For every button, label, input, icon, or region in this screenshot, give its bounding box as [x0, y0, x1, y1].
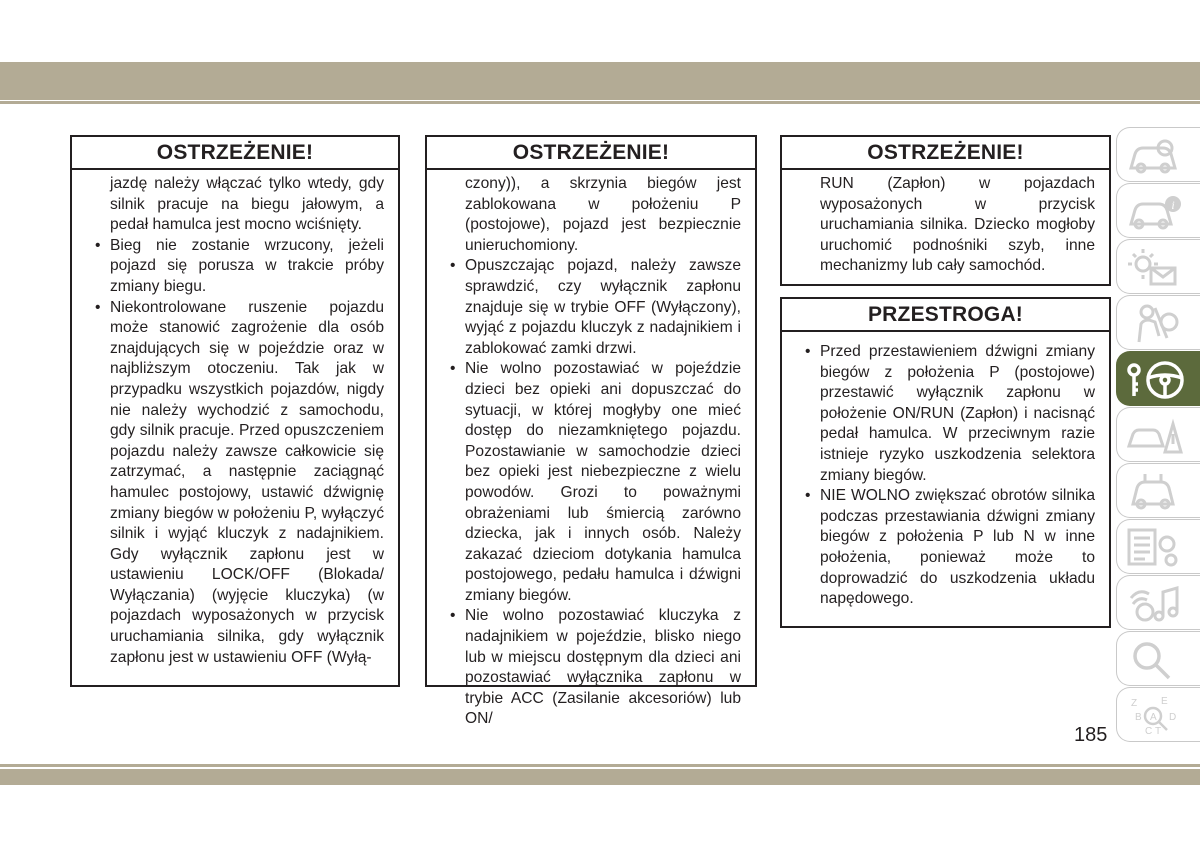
car-service-icon	[1125, 470, 1185, 514]
tab-multimedia[interactable]	[1116, 575, 1200, 630]
car-dashboard-icon	[1125, 134, 1185, 178]
svg-text:B: B	[1135, 712, 1142, 723]
tab-emergency[interactable]	[1116, 407, 1200, 462]
list-item: • Przed przestawieniem dźwigni zmiany biegów z położenia P (postojowe) przestawić wyłącznik zapłonu w położenie ON/RUN (Zapłon) i nacisnąć pedał hamulca. W przeciwnym razie istnieje ryzyko uszkodzenia selektora zmiany biegów.	[805, 343, 1095, 484]
warning-continuation: czony)), a skrzynia biegów jest zablokowana w położeniu P (postojowe), pojazd jest bezpiecznie unieruchomiony.	[465, 175, 741, 254]
svg-text:A: A	[1150, 712, 1157, 723]
multimedia-icon	[1125, 582, 1185, 626]
bottom-band	[0, 769, 1200, 785]
tab-starting-driving[interactable]	[1116, 351, 1200, 406]
list-item: • Niekontrolowane ruszenie pojazdu może stanowić zagrożenie dla osób znajdujących się w pojeździe oraz w najbliższym otoczeniu. Tak jak w przypadku wszystkich pojazdów, nigdy nie należy wychodzić z samochodu, gdy silnik pracuje. Przed opuszczeniem pojazdu należy zawsze całkowicie się zatrzymać, a następnie zaciągnąć hamulec postojowy, ustawić dźwignię zmiany biegów w położeniu P, wyłączyć silnik i wyjąć kluczyk z nadajnikiem. Gdy wyłącznik zapłonu jest w ustawieniu LOCK/OFF (Blokada/ Wyłączania) (wyjęcie kluczyka) (w pojazdach wyposażonych w przycisk uruchamiania silnika, gdy wyłącznik zapłonu jest w ustawieniu OFF (Wyłą-	[95, 298, 384, 666]
bottom-band-line	[0, 764, 1200, 767]
steering-wheel-key-icon	[1125, 358, 1193, 402]
car-info-icon	[1125, 190, 1185, 234]
list-item: • Bieg nie zostanie wrzucony, jeżeli pojazd się porusza w trakcie próby zmiany biegu.	[95, 236, 384, 295]
tab-warning-lights[interactable]	[1116, 239, 1200, 294]
tab-alphabetical-index[interactable]	[1116, 687, 1200, 742]
safety-airbag-icon	[1125, 302, 1185, 346]
top-band	[0, 62, 1200, 100]
tab-servicing[interactable]	[1116, 463, 1200, 518]
tab-car-info[interactable]	[1116, 183, 1200, 238]
specifications-gears-icon	[1125, 526, 1185, 570]
warning-title: OSTRZEŻENIE!	[782, 137, 1109, 170]
roadside-emergency-icon	[1125, 414, 1185, 458]
svg-text:i: i	[1171, 198, 1175, 212]
warning-continuation: RUN (Zapłon) w pojazdach wyposażonych w przycisk uruchamiania silnika. Dziecko mogłoby uruchomić podnośniki szyb, inne mechanizmy lub cały samochód.	[820, 175, 1095, 275]
warning-continuation: jazdę należy włączać tylko wtedy, gdy silnik pracuje na biegu jałowym, a pedał hamulca jest mocno wciśnięty.	[110, 175, 384, 234]
warning-title: OSTRZEŻENIE!	[427, 137, 755, 170]
list-item: • Opuszczając pojazd, należy zawsze sprawdzić, czy wyłącznik zapłonu znajduje się w trybie OFF (Wyłączony), wyjąć z pojazdu kluczyk z nadajnikiem i zablokować zamki drzwi.	[450, 257, 741, 357]
warning-title: OSTRZEŻENIE!	[72, 137, 398, 170]
tab-search[interactable]	[1116, 631, 1200, 686]
tab-safety[interactable]	[1116, 295, 1200, 350]
caution-title: PRZESTROGA!	[782, 299, 1109, 332]
warning-lights-messages-icon	[1125, 246, 1185, 290]
warning-box-2	[425, 135, 757, 728]
tab-car-dashboard[interactable]	[1116, 127, 1200, 182]
page-number: 185	[1074, 724, 1108, 746]
svg-text:E: E	[1161, 696, 1168, 707]
svg-text:D: D	[1169, 712, 1177, 723]
warning-box-3	[780, 135, 1111, 286]
list-item: • Nie wolno pozostawiać kluczyka z nadajnikiem w pojeździe, blisko niego lub w miejscu dostępnym dla dzieci ani pozostawiać wyłącznika zapłonu w trybie ACC (Zasilanie akcesoriów) lub ON/	[450, 607, 741, 728]
search-index-icon	[1125, 638, 1185, 682]
alphabetical-index-icon	[1125, 694, 1185, 738]
caution-box	[780, 297, 1111, 628]
list-item: • Nie wolno pozostawiać w pojeździe dzieci bez opieki ani dopuszczać do sytuacji, w której mogłyby one mieć dostęp do niezamkniętego pojazdu. Pozostawianie w samochodzie dzieci bez opieki jest niebezpieczne z wielu powodów. Grozi to poważnymi obrażeniami lub śmiercią zarówno dziecka, jak i innych osób. Należy zakazać dzieciom dotykania hamulca postojowego, pedału hamulca i dźwigni zmiany biegów.	[450, 360, 741, 604]
svg-text:Z: Z	[1131, 698, 1138, 709]
list-item: • NIE WOLNO zwiększać obrotów silnika podczas przestawiania dźwigni zmiany biegów z położenia P lub N w inne położenia, ponieważ może to doprowadzić do uszkodzenia układu napędowego.	[805, 487, 1095, 608]
warning-box-1	[70, 135, 400, 687]
svg-text:T: T	[1155, 726, 1162, 737]
tab-specifications[interactable]	[1116, 519, 1200, 574]
svg-text:C: C	[1145, 726, 1153, 737]
top-band-line	[0, 101, 1200, 104]
